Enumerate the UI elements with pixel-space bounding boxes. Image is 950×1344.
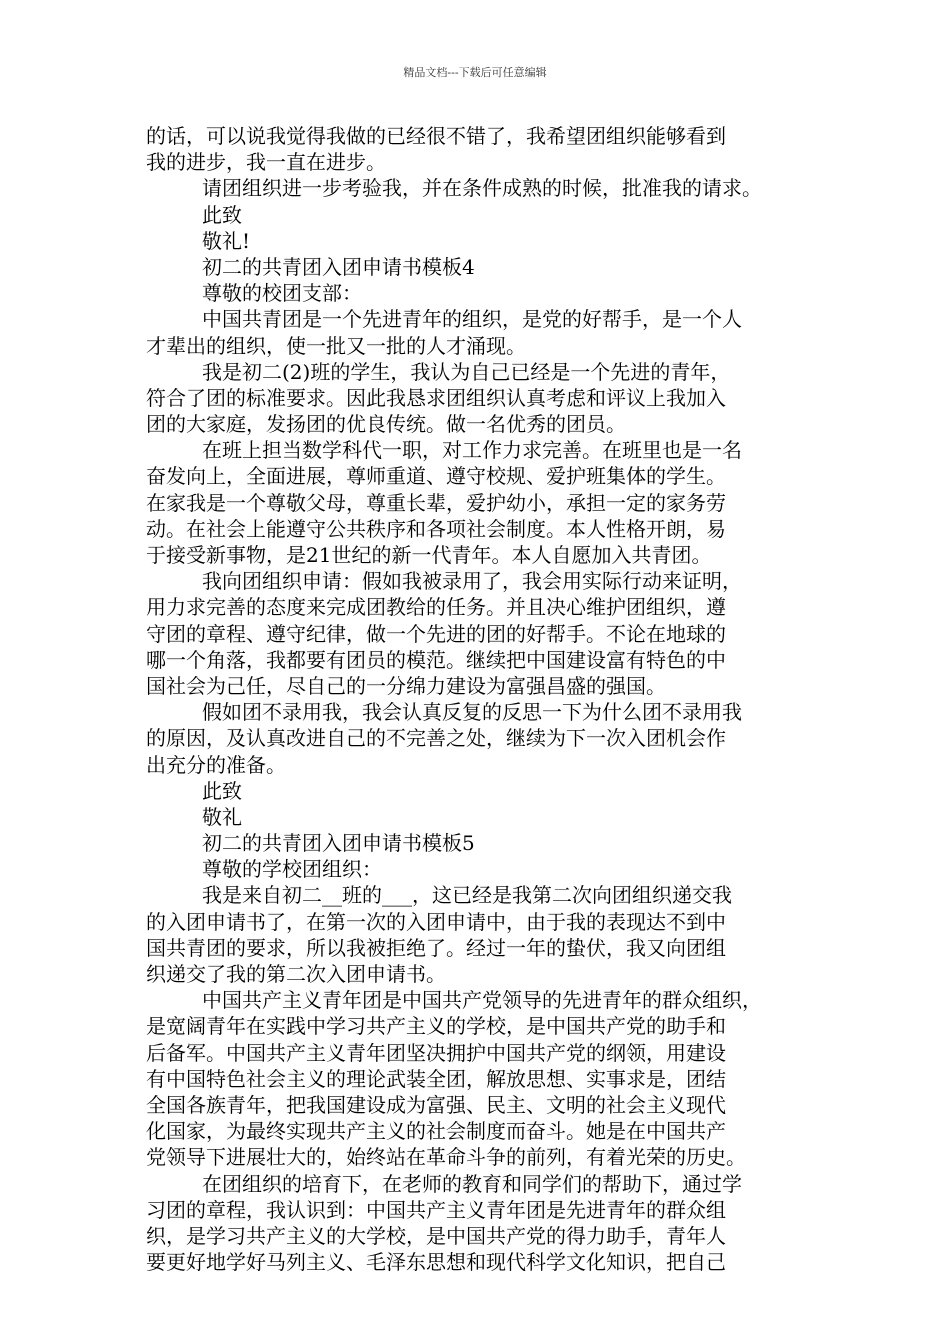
paragraph-line: 的话，可以说我觉得我做的已经很不错了，我希望团组织能够看到 (146, 124, 726, 148)
page-header-text: 精品文档---下载后可任意编辑 (403, 66, 547, 79)
paragraph-first-line: 假如团不录用我，我会认真反复的反思一下为什么团不录用我 (202, 700, 742, 725)
paragraph-line: 动。在社会上能遵守公共秩序和各项社会制度。本人性格开朗，易 (146, 516, 726, 541)
paragraph-line: 才辈出的组织，使一批又一批的人才涌现。 (146, 333, 526, 358)
paragraph-line: 织，是学习共产主义的大学校，是中国共产党的得力助手，青年人 (146, 1223, 726, 1248)
paragraph-first-line: 此致 (202, 778, 242, 803)
paragraph-first-line: 我是来自初二__班的___，这已经是我第二次向团组织递交我 (202, 883, 732, 908)
paragraph-line: 化国家，为最终实现共产主义的社会制度而奋斗。她是在中国共产 (146, 1119, 726, 1144)
paragraph-line: 党领导下进展壮大的，始终站在革命斗争的前列，有着光荣的历史。 (146, 1145, 746, 1170)
paragraph-line: 哪一个角落，我都要有团员的模范。继续把中国建设富有特色的中 (146, 647, 726, 672)
paragraph-line: 织递交了我的第二次入团申请书。 (146, 962, 446, 986)
paragraph-line: 于接受新事物，是21世纪的新一代青年。本人自愿加入共青团。 (146, 543, 712, 567)
paragraph-line: 全国各族青年，把我国建设成为富强、民主、文明的社会主义现代 (146, 1092, 726, 1117)
paragraph-first-line: 在团组织的培育下，在老师的教育和同学们的帮助下，通过学 (202, 1171, 742, 1196)
paragraph-first-line: 我向团组织申请：假如我被录用了，我会用实际行动来证明， (202, 569, 742, 594)
paragraph-line: 的原因，及认真改进自己的不完善之处，继续为下一次入团机会作 (146, 726, 726, 751)
paragraph-first-line: 初二的共青团入团申请书模板5 (202, 831, 475, 856)
paragraph-first-line: 中国共产主义青年团是中国共产党领导的先进青年的群众组织， (202, 988, 762, 1013)
paragraph-line: 出充分的准备。 (146, 752, 286, 777)
paragraph-line: 奋发向上，全面进展，尊师重道、遵守校规、爱护班集体的学生。 (146, 464, 726, 489)
document-body (146, 123, 816, 1275)
paragraph-first-line: 中国共青团是一个先进青年的组织，是党的好帮手，是一个人 (202, 307, 742, 332)
paragraph-line: 团的大家庭，发扬团的优良传统。做一名优秀的团员。 (146, 412, 626, 437)
paragraph-first-line: 初二的共青团入团申请书模板4 (202, 254, 475, 279)
paragraph-line: 国共青团的要求，所以我被拒绝了。经过一年的蛰伏，我又向团组 (146, 935, 726, 960)
paragraph-first-line: 在班上担当数学科代一职，对工作力求完善。在班里也是一名 (202, 438, 742, 463)
paragraph-first-line: 尊敬的学校团组织： (202, 857, 382, 882)
paragraph-line: 习团的章程，我认识到：中国共产主义青年团是先进青年的群众组 (146, 1197, 726, 1222)
paragraph-line: 的入团申请书了，在第一次的入团申请中，由于我的表现达不到中 (146, 909, 726, 934)
paragraph-line: 用力求完善的态度来完成团教给的任务。并且决心维护团组织，遵 (146, 595, 726, 620)
paragraph-line: 我的进步，我一直在进步。 (146, 150, 386, 175)
paragraph-first-line: 敬礼! (202, 228, 251, 253)
paragraph-first-line: 尊敬的校团支部： (202, 281, 362, 306)
paragraph-line: 在家我是一个尊敬父母，尊重长辈，爱护幼小，承担一定的家务劳 (146, 490, 726, 515)
paragraph-line: 后备军。中国共产主义青年团坚决拥护中国共产党的纲领，用建设 (146, 1040, 726, 1065)
paragraph-line: 符合了团的标准要求。因此我恳求团组织认真考虑和评议上我加入 (146, 385, 726, 410)
paragraph-line: 要更好地学好马列主义、毛泽东思想和现代科学文化知识，把自己 (146, 1250, 726, 1275)
paragraph-line: 是宽阔青年在实践中学习共产主义的学校，是中国共产党的助手和 (146, 1014, 726, 1039)
paragraph-line: 国社会为己任，尽自己的一分绵力建设为富强昌盛的强国。 (146, 673, 666, 698)
paragraph-first-line: 我是初二(2)班的学生，我认为自己已经是一个先进的青年， (202, 359, 731, 384)
paragraph-line: 有中国特色社会主义的理论武装全团，解放思想、实事求是，团结 (146, 1066, 726, 1091)
page-header (0, 66, 950, 80)
paragraph-line: 守团的章程、遵守纪律，做一个先进的团的好帮手。不论在地球的 (146, 621, 726, 646)
paragraph-first-line: 请团组织进一步考验我，并在条件成熟的时候，批准我的请求。 (202, 176, 762, 201)
paragraph-first-line: 此致 (202, 202, 242, 227)
paragraph-first-line: 敬礼 (202, 804, 242, 829)
